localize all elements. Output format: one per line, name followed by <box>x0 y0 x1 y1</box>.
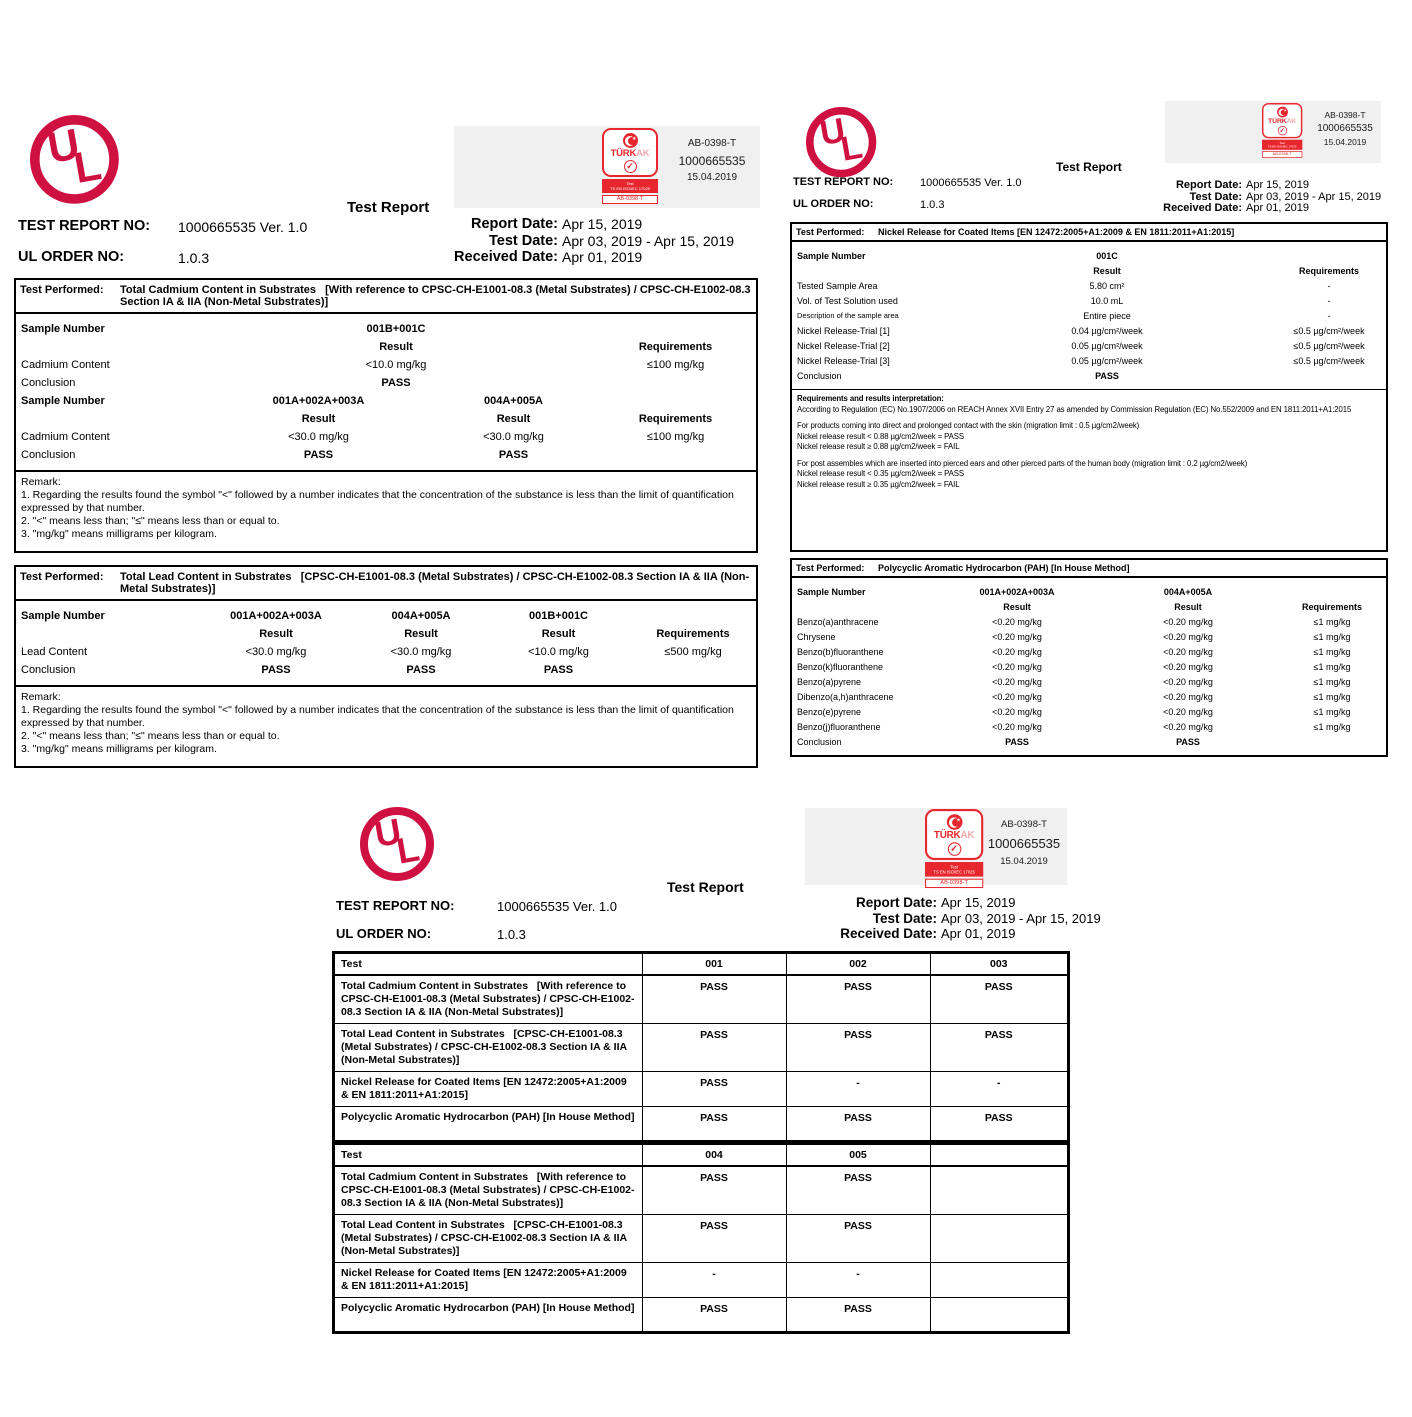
summary-header-sample: 001 <box>642 953 786 975</box>
ul-logo-u: U <box>371 810 405 855</box>
table-row: Sample Number 001A+002A+003A 004A+005A <box>797 586 1213 597</box>
test-date-label: Test Date: <box>488 232 558 249</box>
turkak-ab-code: AB-0398-T <box>925 878 983 888</box>
lead-table <box>14 565 758 768</box>
turkak-standard-bar <box>925 862 983 876</box>
table-row: Benzo(a)anthracene <0.20 mg/kg <0.20 mg/kg ≤1 mg/kg <box>797 616 1351 627</box>
summary-row-pah: Polycyclic Aromatic Hydrocarbon (PAH) [In House Method] PASS PASS <box>334 1298 1068 1332</box>
remark-title: Remark: <box>21 476 61 488</box>
received-date-value: Apr 01, 2019 <box>941 926 1016 941</box>
check-icon: ✓ <box>1279 127 1285 135</box>
nickel-test-name: Nickel Release for Coated Items [EN 12472:2005+A1:2009 & EN 1811:2011+A1:2015] <box>878 227 1235 237</box>
table-row: Dibenzo(a,h)anthracene <0.20 mg/kg <0.20 mg/kg ≤1 mg/kg <box>797 691 1351 702</box>
cadmium-test-performed <box>16 280 756 314</box>
crescent-star-icon <box>1277 107 1288 118</box>
ul-logo <box>30 115 119 204</box>
lead-table-body <box>16 601 756 685</box>
table-row: Sample Number 001A+002A+003A 004A+005A 001B+001C <box>21 610 589 622</box>
turkak-word-ak: AK <box>1286 117 1297 126</box>
turkak-bar-line1: Test <box>1279 141 1285 145</box>
turkak-badge <box>1262 103 1302 158</box>
interpretation-line: Nickel release result < 0.88 µg/cm2/week = PASS <box>797 431 964 441</box>
accreditation-number: 1000665535 <box>987 836 1061 851</box>
order-no-label: UL ORDER NO: <box>793 198 874 210</box>
remark-line: 1. Regarding the results found the symbol "<" followed by a number indicates that the concentration of the substance is less than the limit of quantification expressed by that number. <box>21 704 734 729</box>
turkak-word-turk: TÜRK <box>610 148 637 159</box>
table-row: Conclusion PASS PASS <box>21 449 529 461</box>
table-row: Cadmium Content <10.0 mg/kg ≤100 mg/kg <box>21 359 705 371</box>
summary-header-test: Test <box>334 953 642 975</box>
accreditation-meta <box>1310 110 1380 147</box>
received-date-label: Received Date: <box>840 926 937 941</box>
table-row: Sample Number 001B+001C <box>21 323 426 335</box>
check-icon: ✓ <box>947 843 961 857</box>
accreditation-date: 15.04.2019 <box>1323 137 1367 147</box>
summary-row-cadmium: Total Cadmium Content in Substrates [With reference to CPSC-CH-E1001-08.3 (Metal Substrates) / CPSC-CH-E1002-08.3 Section IA & IIA (Non-Metal Substrates)] PASS PASS <box>334 1166 1068 1215</box>
accreditation-meta <box>985 819 1063 867</box>
date-block <box>663 895 1101 942</box>
cadmium-table-body <box>16 314 756 470</box>
crescent-star-icon <box>623 133 638 148</box>
order-no-label: UL ORDER NO: <box>18 249 125 265</box>
pah-table-body <box>792 578 1386 755</box>
interpretation-line: For post assembles which are inserted into pierced ears and other pierced parts of the human body (migration limit : 0.2 µg/cm2/week) <box>797 458 1248 468</box>
page-title: Test Report <box>1056 160 1122 174</box>
page-title: Test Report <box>347 199 430 216</box>
table-row: Nickel Release-Trial [3] 0.05 µg/cm²/week ≤0.5 µg/cm²/week <box>797 355 1365 366</box>
ul-logo-l: L <box>70 139 105 193</box>
summary-table-004-005 <box>333 1143 1069 1333</box>
test-date-row <box>314 233 758 250</box>
star-icon: ★ <box>956 817 961 824</box>
test-performed-label: Test Performed: <box>796 227 865 237</box>
turkak-bar-line1: Test <box>626 180 634 186</box>
table-row: Benzo(b)fluoranthene <0.20 mg/kg <0.20 mg/kg ≤1 mg/kg <box>797 646 1351 657</box>
report-date-label: Report Date: <box>470 216 558 232</box>
report-date-value: Apr 15, 2019 <box>1246 179 1309 191</box>
report-page-1 <box>14 100 758 790</box>
ul-logo-u: U <box>816 109 849 153</box>
table-row: Description of the sample area Entire piece - <box>797 310 1331 321</box>
cadmium-test-name: Total Cadmium Content in Substrates [With reference to CPSC-CH-E1001-08.3 (Metal Substrates) / CPSC-CH-E1002-08.3 Section IA & IIA (Non-Metal Substrates)] <box>120 284 751 308</box>
received-date-row <box>1020 203 1388 215</box>
table-row: Tested Sample Area 5.80 cm² - <box>797 280 1331 291</box>
report-date-value: Apr 15, 2019 <box>562 216 643 232</box>
received-date-label: Received Date: <box>454 249 558 265</box>
table-row: Conclusion PASS <box>797 370 1119 381</box>
accreditation-number: 1000665535 <box>1317 123 1373 134</box>
remark-section <box>16 685 756 766</box>
table-row: Benzo(a)pyrene <0.20 mg/kg <0.20 mg/kg ≤1 mg/kg <box>797 676 1351 687</box>
table-row: Lead Content <30.0 mg/kg <30.0 mg/kg <10.0 mg/kg ≤500 mg/kg <box>21 646 722 658</box>
table-row: Cadmium Content <30.0 mg/kg <30.0 mg/kg ≤100 mg/kg <box>21 431 705 443</box>
summary-row-cadmium: Total Cadmium Content in Substrates [With reference to CPSC-CH-E1001-08.3 (Metal Substrates) / CPSC-CH-E1002-08.3 Section IA & IIA (Non-Metal Substrates)] PASS PASS PASS <box>334 975 1068 1024</box>
ul-logo-l: L <box>393 827 423 872</box>
table-row: Sample Number 001C <box>797 250 1118 261</box>
accreditation-code: AB-0398-T <box>1001 819 1047 830</box>
order-no-value: 1.0.3 <box>178 250 210 266</box>
turkak-ab-code: AB-0398-T <box>1262 151 1302 158</box>
report-no-label: TEST REPORT NO: <box>18 218 151 234</box>
turkak-standard-bar <box>602 179 658 193</box>
report-date-row <box>663 895 1067 911</box>
ul-logo-u: U <box>43 118 84 173</box>
summary-row-nickel: Nickel Release for Coated Items [EN 12472:2005+A1:2009 & EN 1811:2011+A1:2015] PASS - - <box>334 1072 1068 1107</box>
page-title: Test Report <box>667 879 744 895</box>
table-row: Nickel Release-Trial [1] 0.04 µg/cm²/week ≤0.5 µg/cm²/week <box>797 325 1365 336</box>
report-no-value: 1000665535 Ver. 1.0 <box>497 899 618 914</box>
turkak-bar-line2: TS EN ISO/IEC 17025 <box>933 869 975 875</box>
nickel-table <box>790 222 1388 552</box>
report-no-label: TEST REPORT NO: <box>336 898 455 913</box>
summary-header-sample: 004 <box>642 1144 786 1166</box>
report-no-label: TEST REPORT NO: <box>793 176 894 188</box>
interpretation-line: For products coming into direct and prolonged contact with the skin (migration limit : 0.5 µg/cm2/week) <box>797 421 1140 430</box>
table-row: Result Result Requirements <box>1003 601 1363 612</box>
summary-header-row <box>334 1144 1068 1166</box>
remark-section <box>16 470 756 551</box>
accreditation-code: AB-0398-T <box>1324 110 1366 120</box>
turkak-badge-box <box>602 128 658 177</box>
accreditation-meta <box>666 138 758 183</box>
turkak-wordmark <box>927 830 981 842</box>
turkak-bar-line1: Test <box>950 864 958 870</box>
table-row: Result Result Result Requirements <box>259 628 730 640</box>
received-date-value: Apr 01, 2019 <box>1246 202 1309 214</box>
table-row: Chrysene <0.20 mg/kg <0.20 mg/kg ≤1 mg/kg <box>797 631 1351 642</box>
ul-logo <box>360 807 434 881</box>
turkak-bar-line2: TS EN ISO/IEC 17025 <box>610 186 650 192</box>
table-row: Benzo(e)pyrene <0.20 mg/kg <0.20 mg/kg ≤1 mg/kg <box>797 706 1351 717</box>
nickel-test-performed <box>792 224 1386 242</box>
summary-header-row <box>334 953 1068 975</box>
received-date-value: Apr 01, 2019 <box>562 249 643 265</box>
turkak-badge-box <box>1262 103 1302 139</box>
summary-header-sample: 005 <box>786 1144 930 1166</box>
table-row: Result Requirements <box>379 341 713 353</box>
report-date-row <box>314 216 758 233</box>
date-block <box>314 216 758 266</box>
test-performed-label: Test Performed: <box>20 571 104 583</box>
turkak-bar-line2: TS EN ISO/IEC 17025 <box>1267 144 1297 149</box>
report-date-row <box>1020 180 1388 192</box>
test-date-row <box>663 910 1101 927</box>
table-row: Benzo(k)fluoranthene <0.20 mg/kg <0.20 mg/kg ≤1 mg/kg <box>797 661 1351 672</box>
lead-test-performed <box>16 567 756 601</box>
crescent-star-icon <box>946 814 962 830</box>
turkak-wordmark <box>604 148 656 159</box>
nickel-table-body <box>792 242 1386 389</box>
turkak-standard-bar <box>1262 140 1302 150</box>
lead-test-name: Total Lead Content in Substrates [CPSC-CH-E1001-08.3 (Metal Substrates) / CPSC-CH-E1002-08.3 Section IA & IIA (Non-Metal Substrates)] <box>120 571 750 595</box>
remark-line: 1. Regarding the results found the symbol "<" followed by a number indicates that the concentration of the substance is less than the limit of quantification expressed by that number. <box>21 489 734 514</box>
table-row: Conclusion PASS PASS <box>797 736 1200 747</box>
pah-test-name: Polycyclic Aromatic Hydrocarbon (PAH) [In House Method] <box>878 563 1130 573</box>
remark-line: 3. "mg/kg" means milligrams per kilogram. <box>21 743 217 755</box>
received-date-row <box>663 926 1067 942</box>
nickel-interpretation <box>792 389 1386 494</box>
test-performed-label: Test Performed: <box>796 563 865 573</box>
interpretation-line: Nickel release result ≥ 0.35 µg/cm2/week = FAIL <box>797 479 960 489</box>
table-row: Conclusion PASS <box>21 377 411 389</box>
pah-test-performed <box>792 560 1386 578</box>
cadmium-table <box>14 278 758 553</box>
summary-row-lead: Total Lead Content in Substrates [CPSC-CH-E1001-08.3 (Metal Substrates) / CPSC-CH-E1002-08.3 Section IA & IIA (Non-Metal Substrates)] PASS PASS PASS <box>334 1024 1068 1072</box>
turkak-badge <box>925 809 983 888</box>
accreditation-code: AB-0398-T <box>687 138 737 149</box>
received-date-row <box>314 249 758 266</box>
summary-row-lead: Total Lead Content in Substrates [CPSC-CH-E1001-08.3 (Metal Substrates) / CPSC-CH-E1002-08.3 Section IA & IIA (Non-Metal Substrates)] PASS PASS <box>334 1215 1068 1263</box>
report-date-label: Report Date: <box>855 895 937 910</box>
turkak-word-ak: AK <box>636 148 650 159</box>
order-no-value: 1.0.3 <box>497 927 526 942</box>
remark-title: Remark: <box>21 691 61 703</box>
test-date-value: Apr 03, 2019 - Apr 15, 2019 <box>562 232 735 249</box>
remark-line: 2. "<" means less than; "≤" means less than or equal to. <box>21 515 280 527</box>
interpretation-intro: According to Regulation (EC) No.1907/2006 on REACH Annex XVII Entry 27 as amended by Commission Regulation (EC) No.552/2009 and EN 1811:2011+A1:2015 <box>797 404 1352 414</box>
order-no-label: UL ORDER NO: <box>336 926 432 941</box>
star-icon: ★ <box>632 136 637 142</box>
table-row: Benzo(j)fluoranthene <0.20 mg/kg <0.20 mg/kg ≤1 mg/kg <box>797 721 1351 732</box>
turkak-word-turk: TÜRK <box>933 829 961 842</box>
table-row: Conclusion PASS PASS PASS <box>21 664 574 676</box>
check-icon: ✓ <box>624 160 637 173</box>
report-page-3 <box>333 795 1101 1340</box>
summary-row-pah: Polycyclic Aromatic Hydrocarbon (PAH) [In House Method] PASS PASS PASS <box>334 1107 1068 1141</box>
turkak-word-ak: AK <box>960 829 975 842</box>
turkak-ab-code: AB-0398-T <box>602 195 658 205</box>
test-performed-label: Test Performed: <box>20 284 104 296</box>
summary-header-sample <box>930 1144 1068 1166</box>
star-icon: ★ <box>1283 108 1287 114</box>
report-date-value: Apr 15, 2019 <box>941 895 1016 910</box>
interpretation-line: Nickel release result ≥ 0.88 µg/cm2/week = FAIL <box>797 442 960 451</box>
turkak-wordmark <box>1263 117 1300 125</box>
remark-line: 2. "<" means less than; "≤" means less than or equal to. <box>21 730 280 742</box>
report-no-value: 1000665535 Ver. 1.0 <box>178 219 308 235</box>
summary-header-sample: 002 <box>786 953 930 975</box>
test-date-value: Apr 03, 2019 - Apr 15, 2019 <box>941 910 1101 926</box>
summary-table-001-003 <box>333 952 1069 1142</box>
test-date-label: Test Date: <box>872 910 937 926</box>
report-page-2 <box>790 100 1388 790</box>
interpretation-line: Nickel release result < 0.35 µg/cm2/week = PASS <box>797 469 964 478</box>
ul-logo-l: L <box>837 126 866 169</box>
order-no-value: 1.0.3 <box>920 199 945 211</box>
ul-logo <box>806 107 876 177</box>
summary-header-test: Test <box>334 1144 642 1166</box>
accreditation-date: 15.04.2019 <box>686 172 738 183</box>
summary-row-nickel: Nickel Release for Coated Items [EN 12472:2005+A1:2009 & EN 1811:2011+A1:2015] - - <box>334 1263 1068 1298</box>
summary-header-sample: 003 <box>930 953 1068 975</box>
remark-line: 3. "mg/kg" means milligrams per kilogram. <box>21 528 217 540</box>
turkak-badge <box>602 128 658 204</box>
table-row: Sample Number 001A+002A+003A 004A+005A <box>21 395 544 407</box>
accreditation-date: 15.04.2019 <box>1000 856 1048 867</box>
report-date-label: Report Date: <box>1175 179 1242 191</box>
pah-table <box>790 558 1388 757</box>
received-date-label: Received Date: <box>1163 202 1242 214</box>
accreditation-number: 1000665535 <box>678 154 746 168</box>
test-date-label: Test Date: <box>1189 190 1242 203</box>
turkak-word-turk: TÜRK <box>1268 117 1287 126</box>
test-date-value: Apr 03, 2019 - Apr 15, 2019 <box>1246 190 1382 203</box>
interpretation-title: Requirements and results interpretation: <box>797 394 944 403</box>
table-row: Vol. of Test Solution used 10.0 mL - <box>797 295 1331 306</box>
table-row: Nickel Release-Trial [2] 0.05 µg/cm²/week ≤0.5 µg/cm²/week <box>797 340 1365 351</box>
report-no-value: 1000665535 Ver. 1.0 <box>920 177 1022 189</box>
table-row: Result Result Requirements <box>301 413 713 425</box>
turkak-badge-box <box>925 809 983 860</box>
date-block <box>1020 180 1388 215</box>
table-row: Result Requirements <box>1093 265 1360 276</box>
